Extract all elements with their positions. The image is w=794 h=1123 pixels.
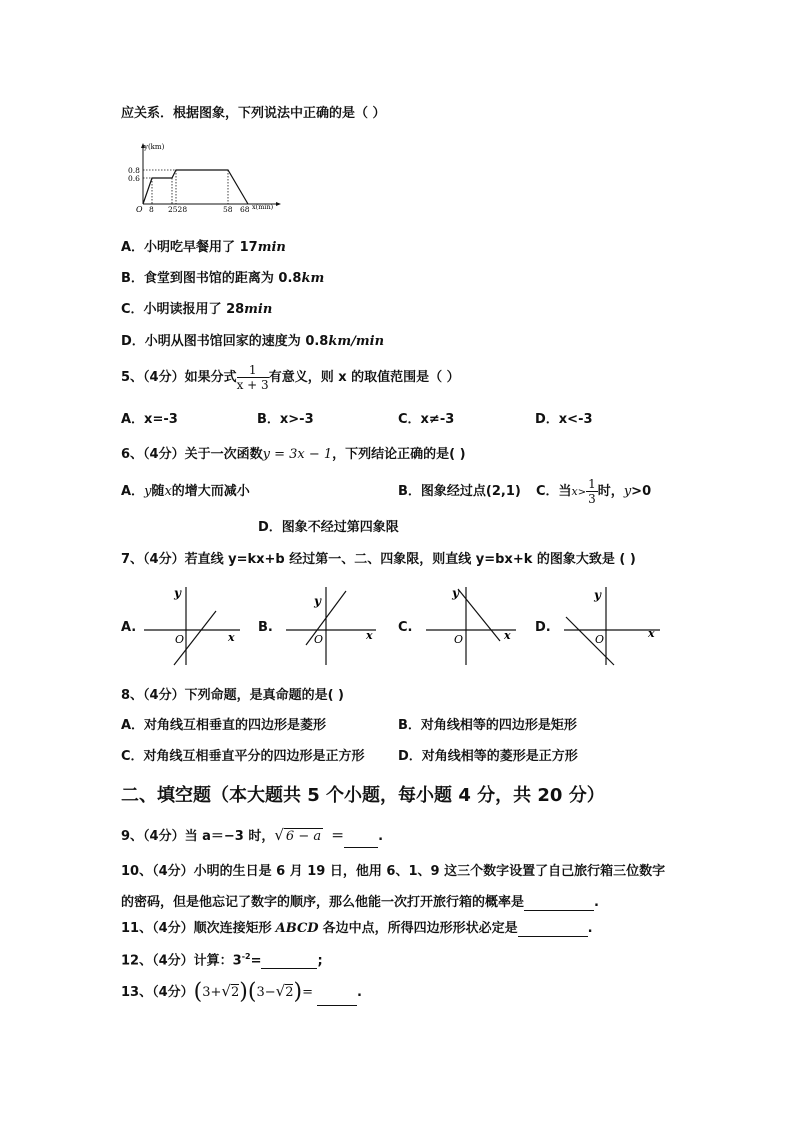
q4-option-d: D．小明从图书馆回家的速度为 0.8km/min	[121, 334, 385, 349]
graph-y-tick-08: 0.8	[128, 166, 140, 175]
svg-text:x: x	[648, 627, 655, 640]
graph-y-axis-label: y(km)	[144, 143, 165, 151]
q5-stem: 5、（4分）如果分式 $\frac{1}{x + 3}$ 有意义，则 x 的取值范围是（ ）	[121, 363, 460, 392]
q5-option-d: D．x<-3	[535, 412, 593, 427]
q10-answer-blank[interactable]	[524, 896, 594, 911]
graph-x-tick-2528: 2528	[168, 205, 188, 214]
q6-stem: 6、（4分）关于一次函数y = 3x − 1，下列结论正确的是( )	[121, 447, 466, 462]
svg-text:x: x	[228, 631, 235, 644]
graph-origin: O	[136, 205, 143, 214]
q11-answer-blank[interactable]	[518, 922, 588, 937]
graph-x-tick-58: 58	[223, 205, 233, 214]
q5-option-b: B．x>-3	[257, 412, 314, 427]
q7-option-d-label: D.	[535, 620, 551, 635]
q6-option-a: A．y随x的增大而减小	[121, 484, 250, 499]
svg-text:O: O	[314, 633, 324, 646]
q8-option-a: A．对角线互相垂直的四边形是菱形	[121, 718, 327, 733]
svg-text:y: y	[452, 586, 459, 600]
q6-option-d: D．图象不经过第四象限	[258, 520, 399, 535]
q7-graph-b	[284, 585, 384, 667]
svg-text:y: y	[174, 586, 181, 600]
svg-text:O: O	[175, 633, 185, 646]
q7-graph-a	[142, 585, 242, 667]
q13-answer-blank[interactable]	[317, 991, 357, 1006]
svg-text:x: x	[366, 629, 373, 642]
q4-option-c: C．小明读报用了 28min	[121, 302, 273, 317]
q13-stem: 13、（4分）(3+√2)(3−√2)= .	[121, 979, 362, 1005]
q5-option-c: C．x≠-3	[398, 412, 455, 427]
q7-stem: 7、（4分）若直线 y=kx+b 经过第一、二、四象限，则直线 y=bx+k 的图象大致是 ( )	[121, 552, 636, 567]
graph-x-tick-8: 8	[149, 205, 154, 214]
q6-option-b: B．图象经过点(2,1)	[398, 484, 521, 499]
q8-option-c: C．对角线互相垂直平分的四边形是正方形	[121, 749, 365, 764]
q4-option-a: A．小明吃早餐用了 17min	[121, 240, 286, 255]
q7-graph-c	[424, 585, 524, 667]
svg-text:y: y	[594, 588, 601, 602]
section-heading: 二、填空题（本大题共 5 个小题，每小题 4 分，共 20 分）	[121, 785, 605, 806]
q10-line1: 10、（4分）小明的生日是 6 月 19 日，他用 6、1、9 这三个数字设置了自己旅行箱三位数字	[121, 864, 666, 879]
q10-line2: 的密码，但是他忘记了数字的顺序，那么他能一次打开旅行箱的概率是 .	[121, 895, 599, 910]
graph-x-axis-label: x(min)	[252, 203, 274, 211]
svg-text:y: y	[314, 594, 321, 608]
q7-option-a-label: A.	[121, 620, 137, 635]
q9-stem: 9、（4分）当 a＝−3 时，√ 6 − a ＝ .	[121, 824, 383, 848]
q6-option-c: C．当x> $\frac{1}{3}$ 时，y>0	[536, 477, 652, 506]
q7-option-c-label: C.	[398, 620, 413, 635]
q12-answer-blank[interactable]	[261, 954, 317, 969]
q7-graph-d	[562, 585, 666, 667]
graph-y-tick-06: 0.6	[128, 174, 140, 183]
q11-stem: 11、（4分）顺次连接矩形 ABCD 各边中点，所得四边形形状必定是 .	[121, 921, 593, 936]
q7-option-b-label: B.	[258, 620, 273, 635]
svg-text:x: x	[504, 629, 511, 642]
q8-option-d: D．对角线相等的菱形是正方形	[398, 749, 578, 764]
graph-x-tick-68: 68	[240, 205, 250, 214]
q8-stem: 8、（4分）下列命题，是真命题的是( )	[121, 688, 344, 703]
q8-option-b: B．对角线相等的四边形是矩形	[398, 718, 577, 733]
svg-text:O: O	[454, 633, 464, 646]
q9-answer-blank[interactable]	[344, 833, 378, 848]
q12-stem: 12、（4分）计算：$3^{-2}=$ ;	[121, 952, 323, 969]
q4-option-b: B．食堂到图书馆的距离为 0.8km	[121, 271, 325, 286]
svg-text:O: O	[595, 633, 605, 646]
q4-distance-time-graph	[128, 140, 290, 218]
q5-option-a: A．x=-3	[121, 412, 178, 427]
q4-stem: 应关系．根据图象，下列说法中正确的是（ ）	[121, 106, 386, 121]
